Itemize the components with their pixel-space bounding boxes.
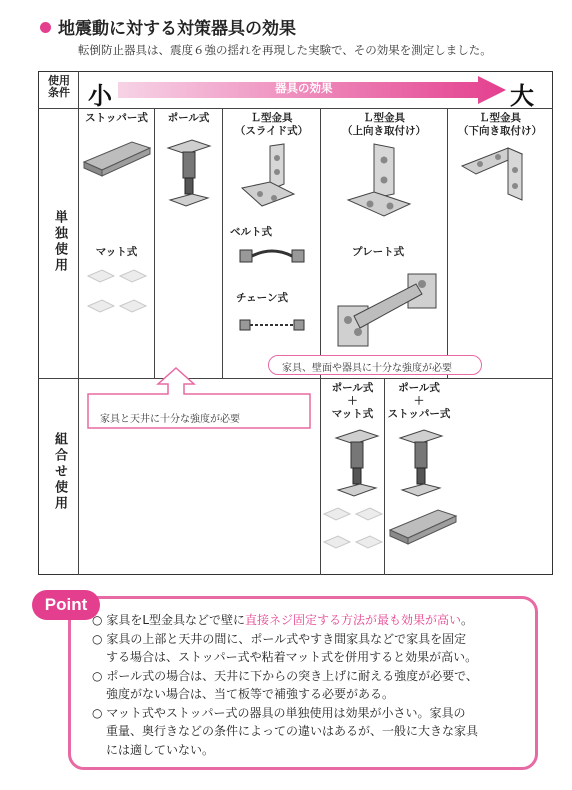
- plate-illustration: [336, 272, 438, 348]
- l-bracket-down-illustration: [458, 144, 542, 204]
- ceiling-strength-note: 家具と天井に十分な強度が必要: [100, 414, 240, 425]
- combo-header-pole-stopper: ポール式 ＋ ストッパー式: [387, 382, 451, 420]
- scale-high-label: 大: [510, 82, 534, 110]
- col-header-l-up: Ｌ型金具 （上向き取付け）: [342, 112, 426, 137]
- combo-pole-illustration-1: [334, 428, 380, 500]
- point-line-3: する場合は、ストッパー式や粘着マット式を併用すると効果が高い。: [106, 650, 478, 664]
- wall-strength-note: 家具、壁面や器具に十分な強度が必要: [282, 363, 452, 374]
- point-line-8: には適していない。: [106, 742, 215, 757]
- point-marker: ○: [92, 705, 103, 720]
- point-marker: ○: [92, 613, 103, 627]
- col-divider-1: [154, 108, 155, 378]
- point-line-7: 重量、奥行きなどの条件によっての違いはあるが、一般に大きな家具: [106, 724, 479, 738]
- page-subtitle: 転倒防止器具は、震度６強の揺れを再現した実験で、その効果を測定しました。: [78, 43, 492, 57]
- belt-label: ベルト式: [230, 226, 272, 238]
- effect-arrow-label: 器具の効果: [275, 81, 333, 95]
- point-line-4: ○ ポール式の場合は、天井に下からの突き上げに耐える強度が必要で、: [92, 668, 478, 683]
- col-header-pole: ポール式: [167, 112, 210, 124]
- scale-low-label: 小: [88, 82, 112, 110]
- col-header-l-slide: Ｌ型金具 （スライド式）: [234, 112, 309, 137]
- l-bracket-up-illustration: [344, 142, 416, 222]
- belt-illustration: [238, 244, 306, 268]
- point-line-5: 強度がない場合は、当て板等で補強する必要がある。: [106, 687, 395, 701]
- point-highlight: 直接ネジ固定する方法が最も効果が高い: [245, 613, 462, 627]
- pole-illustration: [166, 138, 212, 210]
- combo-pole-illustration-2: [398, 428, 444, 500]
- usage-condition-label: 使用 条件: [48, 74, 70, 99]
- combo-mat-pads-illustration: [320, 504, 384, 560]
- header-divider: [38, 108, 553, 109]
- point-tab: Point: [32, 590, 100, 620]
- mat-label: マット式: [95, 246, 138, 258]
- point-line-1: ○ 家具をL型金具などで壁に直接ネジ固定する方法が最も効果が高い。: [92, 613, 474, 627]
- col-divider-2: [222, 108, 223, 378]
- point-line-2: ○ 家具の上部と天井の間に、ポール式やすき間家具などで家具を固定: [92, 631, 467, 646]
- point-list: [92, 611, 478, 759]
- point-marker: ○: [92, 668, 103, 683]
- plate-label: プレート式: [352, 246, 405, 258]
- row-label-combined: 組合せ使用: [52, 432, 67, 512]
- heading-bullet: [40, 22, 51, 33]
- col-header-stopper: ストッパー式: [85, 112, 148, 124]
- label-column-divider: [78, 71, 79, 575]
- point-marker: ○: [92, 631, 103, 646]
- page-title: 地震動に対する対策器具の効果: [58, 19, 296, 39]
- combo-stopper-illustration: [388, 508, 458, 548]
- chain-illustration: [238, 312, 306, 336]
- chain-label: チェーン式: [236, 292, 288, 304]
- l-bracket-slide-illustration: [238, 142, 302, 214]
- point-line-6: ○ マット式やストッパー式の器具の単独使用は効果が小さい。家具の: [92, 705, 466, 720]
- col-header-l-down: Ｌ型金具 （下向き取付け）: [458, 112, 542, 137]
- mat-pads-illustration: [84, 266, 148, 322]
- combo-header-pole-mat: ポール式 ＋ マット式: [331, 382, 374, 420]
- row-label-single: 単独使用: [52, 210, 67, 274]
- col-divider-4: [447, 108, 448, 378]
- stopper-illustration: [82, 140, 152, 180]
